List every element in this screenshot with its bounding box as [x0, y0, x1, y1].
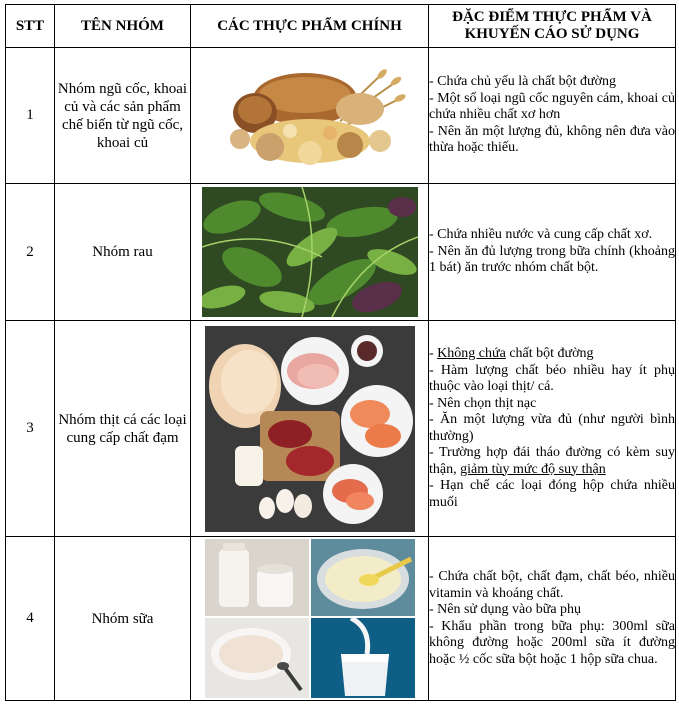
- note-line: - Chứa chủ yếu là chất bột đường: [429, 74, 617, 90]
- note-text: - Trường hợp đái tháo đường có kèm suy thận,: [429, 445, 675, 477]
- note-line: - Không chứa chất bột đường: [429, 346, 594, 361]
- row-number: 1: [6, 48, 55, 184]
- table-row: [6, 537, 676, 701]
- note-text: chất bột đường: [505, 346, 594, 361]
- header-foods: CÁC THỰC PHẨM CHÍNH: [191, 5, 429, 48]
- note-line: - Hàm lượng chất béo nhiều hay ít phụ thuộc vào loại thịt/ cá.: [429, 362, 675, 394]
- vegetable-image: [191, 184, 429, 321]
- group-notes: [429, 321, 676, 537]
- milk-powder-image: [311, 539, 415, 616]
- header-group: TÊN NHÓM: [55, 5, 191, 48]
- dairy-image: [191, 537, 429, 701]
- note-line: [429, 445, 675, 478]
- group-name: Nhóm ngũ cốc, khoai củ và các sản phẩm chế biến từ ngũ cốc, khoai củ: [55, 48, 191, 184]
- meat-fish-image: [191, 321, 429, 537]
- group-name: Nhóm sữa: [55, 537, 191, 701]
- table-row: [6, 48, 676, 184]
- row-number: 2: [6, 184, 55, 321]
- underlined-text: giảm tùy mức độ suy thận: [460, 461, 606, 477]
- milk-glass-image: [311, 618, 415, 698]
- note-line: - Một số loại ngũ cốc nguyên cám, khoai củ chứa nhiều chất xơ hơn: [429, 90, 675, 123]
- note-line: - Ăn một lượng vừa đủ (như người bình thường): [429, 412, 675, 444]
- row-number: 4: [6, 537, 55, 701]
- header-row: [6, 5, 676, 48]
- yogurt-image: [205, 618, 309, 698]
- note-line: - Khẩu phần trong bữa phụ: 300ml sữa không đường hoặc 200ml sữa ít đường hoặc ½ cốc sữa bột hoặc 1 hộp sữa chua.: [429, 618, 675, 667]
- note-line: - Nên ăn một lượng đủ, không nên đưa vào thừa hoặc thiếu.: [429, 123, 675, 156]
- underlined-text: Không chứa: [437, 346, 506, 361]
- group-notes: [429, 537, 676, 701]
- note-line: - Chứa nhiều nước và cung cấp chất xơ.: [429, 227, 653, 243]
- group-notes: [429, 184, 676, 321]
- group-name: Nhóm thịt cá các loại cung cấp chất đạm: [55, 321, 191, 537]
- table-row: [6, 321, 676, 537]
- group-notes: [429, 48, 676, 184]
- header-notes: ĐẶC ĐIỂM THỰC PHẨM VÀ KHUYẾN CÁO SỬ DỤNG: [429, 5, 676, 48]
- note-line: - Nên chọn thịt nạc: [429, 395, 537, 411]
- cereal-image: [191, 48, 429, 184]
- table-row: [6, 184, 676, 321]
- food-groups-table: [5, 4, 676, 701]
- group-name: Nhóm rau: [55, 184, 191, 321]
- milk-jars-image: [205, 539, 309, 616]
- note-line: - Nên ăn đủ lượng trong bữa chính (khoảng 1 bát) ăn trước nhóm chất bột.: [429, 243, 675, 276]
- row-number: 3: [6, 321, 55, 537]
- note-line: - Chứa chất bột, chất đạm, chất béo, nhiều vitamin và khoáng chất.: [429, 569, 675, 601]
- note-line: - Nên sử dụng vào bữa phụ: [429, 602, 582, 617]
- note-line: - Hạn chế các loại đóng hộp chứa nhiều muối: [429, 478, 675, 510]
- header-stt: STT: [6, 5, 55, 48]
